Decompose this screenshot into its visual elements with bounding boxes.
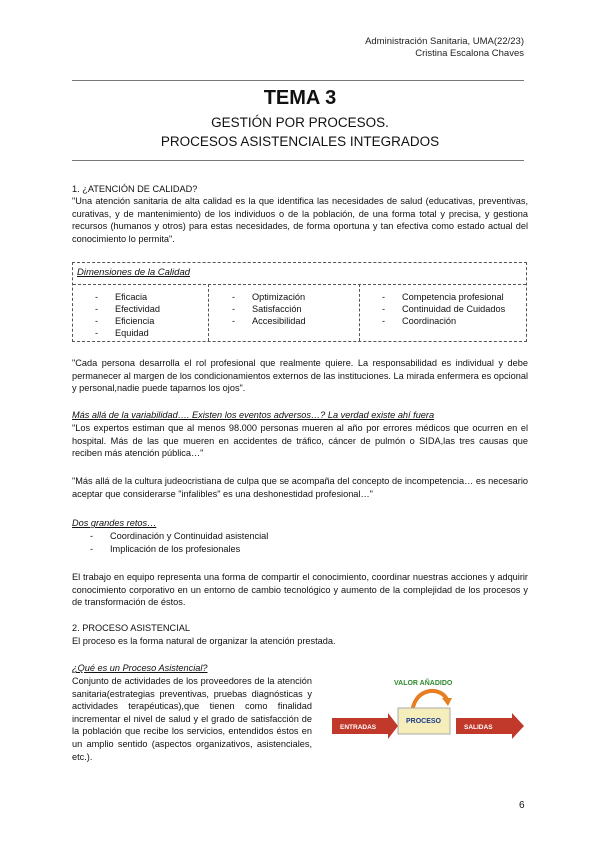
list-item: - Optimización xyxy=(232,291,306,303)
value-added-label: VALOR AÑADIDO xyxy=(394,680,453,687)
challenges-heading: Dos grandes retos… xyxy=(72,518,157,528)
section-2-heading: 2. PROCESO ASISTENCIAL xyxy=(72,623,190,633)
top-rule xyxy=(72,80,524,81)
list-item: - Coordinación xyxy=(382,315,505,327)
subtitle-1: GESTIÓN POR PROCESOS. xyxy=(211,115,389,130)
curve-arrowhead xyxy=(442,698,452,706)
process-definition: Conjunto de actividades de los proveedores de la atención sanitaria(estrategias preventivas, pruebas diagnósticas y actividades terapéuticas),que tienen como finalidad incrementar el nivel de salud y el grado de satisfacción de la población que recibe los servicios, entendidos éstos en un amplio sentido (aspectos organizativos, asistenciales, etc.). xyxy=(72,676,312,762)
list-item: - Equidad xyxy=(95,327,160,339)
running-header xyxy=(365,36,524,60)
list-item: - Competencia profesional xyxy=(382,291,505,303)
challenges-list xyxy=(90,530,510,555)
header-author: Cristina Escalona Chaves xyxy=(415,48,524,59)
header-course: Administración Sanitaria, UMA(22/23) xyxy=(365,36,524,47)
dimensions-col-2 xyxy=(232,291,306,327)
dimensions-title: Dimensiones de la Calidad xyxy=(77,267,191,278)
column-divider xyxy=(208,284,209,341)
list-item: - Satisfacción xyxy=(232,303,306,315)
inputs-label: ENTRADAS xyxy=(340,724,377,731)
list-item: - Coordinación y Continuidad asistencial xyxy=(90,530,510,543)
adverse-events-quote: "Los expertos estiman que al menos 98.000 personas mueren al año por errores médicos que ocurren en el hospital. Más de las que mueren en accidentes de tráfico, cáncer de pulmón o SIDA,las tres causas que reciben más atención pública…" xyxy=(72,423,528,459)
page-number: 6 xyxy=(519,800,525,811)
variability-heading: Más allá de la variabilidad…. Existen los eventos adversos…? La verdad existe ahí fuera xyxy=(72,410,435,420)
column-divider xyxy=(359,284,360,341)
process-question-heading: ¿Qué es un Proceso Asistencial? xyxy=(72,663,208,673)
page-title: TEMA 3 xyxy=(263,87,337,109)
process-intro: El proceso es la forma natural de organizar la atención prestada. xyxy=(72,636,336,646)
quality-quote: "Una atención sanitaria de alta calidad es la que identifica las necesidades de salud (educativas, preventivas, curativas, y de mantenimiento) de los individuos o de la población, de una forma total y precisa, y gestiona recursos (humanos y otros) para estas necesidades, de forma oportuna y tan efectiva como estado actual del conocimiento lo permita". xyxy=(72,196,528,244)
dimensions-divider xyxy=(73,284,526,285)
dimensions-col-3 xyxy=(382,291,505,327)
subtitle-2: PROCESOS ASISTENCIALES INTEGRADOS xyxy=(160,134,440,149)
section-1-heading: 1. ¿ATENCIÓN DE CALIDAD? xyxy=(72,184,198,194)
list-item: - Continuidad de Cuidados xyxy=(382,303,505,315)
professional-role-paragraph: "Cada persona desarrolla el rol profesional que realmente quiere. La responsabilidad es individual y debe permanecer al margen de los condicionamientos externos de las instituciones. La mirada enfermera es opcional y personal,nadie puede taparnos los ojos". xyxy=(72,358,528,394)
culture-quote: "Más allá de la cultura judeocristiana de culpa que se acompaña del concepto de incompetencia… es necesario aceptar que considerarse "infalibles" es una deshonestidad profesional…" xyxy=(72,476,528,499)
list-item: - Accesibilidad xyxy=(232,315,306,327)
list-item: - Efectividad xyxy=(95,303,160,315)
title-rule xyxy=(72,160,524,161)
outputs-label: SALIDAS xyxy=(464,724,493,731)
teamwork-paragraph: El trabajo en equipo representa una forma de compartir el conocimiento, coordinar nuestras acciones y adquirir conocimiento corporativo en un entorno de cambio tecnológico y aumento de la complejidad de los procesos y de transformación de éstos. xyxy=(72,572,528,608)
process-label: PROCESO xyxy=(406,718,442,725)
process-diagram xyxy=(332,676,532,756)
list-item: - Eficacia xyxy=(95,291,160,303)
list-item: - Eficiencia xyxy=(95,315,160,327)
list-item: - Implicación de los profesionales xyxy=(90,543,510,556)
dimensions-col-1 xyxy=(95,291,160,339)
quality-dimensions-table xyxy=(72,262,527,342)
